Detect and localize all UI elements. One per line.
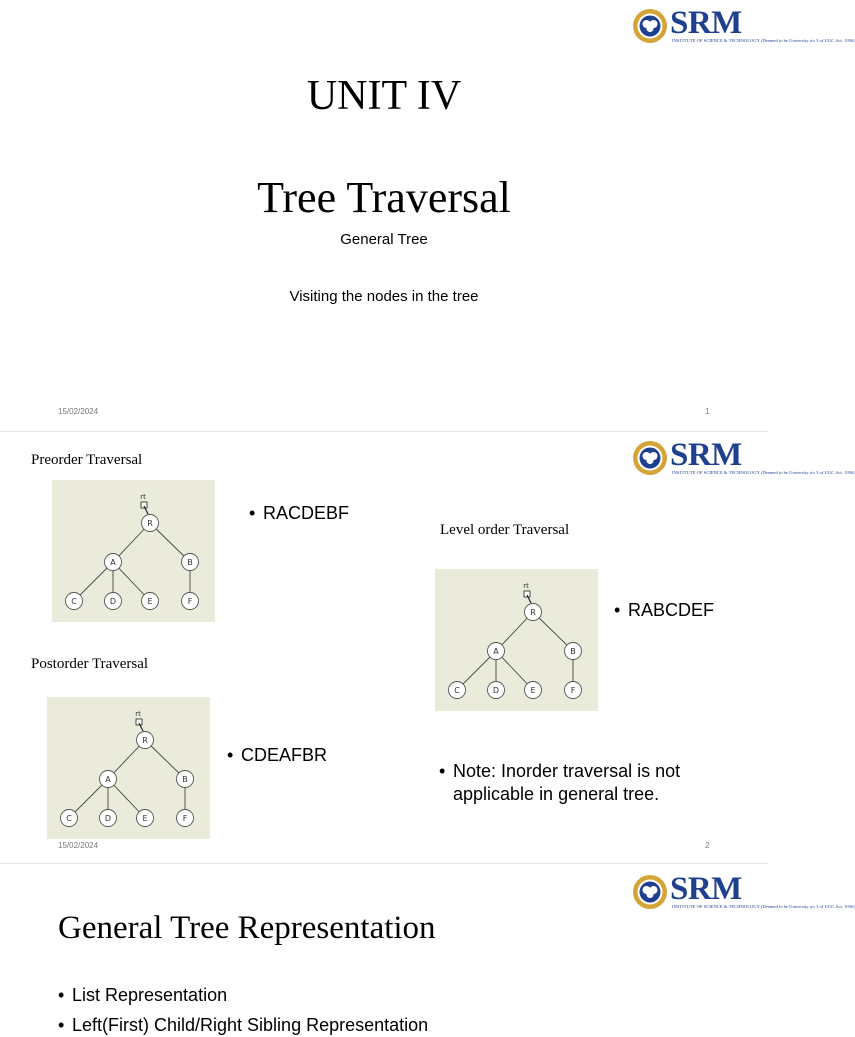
- note: • Note: Inorder traversal is not applicable in general tree.: [439, 761, 681, 804]
- tree-svg: [52, 480, 215, 622]
- srm-logo: [632, 437, 855, 478]
- tree-node-label: D: [104, 814, 112, 823]
- srm-emblem-icon: [632, 874, 668, 910]
- tree-node-label: C: [66, 814, 72, 823]
- tree-node-label: F: [182, 814, 188, 823]
- postorder-label: Postorder Traversal: [31, 656, 149, 672]
- slide-2: [0, 432, 855, 864]
- srm-logo: [632, 5, 855, 46]
- slide-3: [0, 864, 855, 1035]
- tree-node-label: E: [147, 597, 153, 606]
- root-pointer-label: rt: [135, 710, 141, 718]
- description: Visiting the nodes in the tree: [289, 288, 479, 305]
- tree-node-label: C: [454, 686, 460, 695]
- tree-node-label: F: [187, 597, 193, 606]
- tree-node-label: D: [109, 597, 117, 606]
- unit-title: UNIT IV: [306, 73, 462, 119]
- logo-text: SRM: [670, 437, 742, 473]
- postorder-result-text: CDEAFBR: [241, 745, 328, 765]
- tree-svg: [435, 569, 598, 711]
- bullet-list-representation: • List Representation: [58, 985, 228, 1005]
- logo-subtitle: INSTITUTE OF SCIENCE & TECHNOLOGY (Deemed to be University u/s 3 of UGC Act, 1956): [672, 904, 855, 909]
- note-line-1: Note: Inorder traversal is not: [453, 761, 681, 781]
- bullet-lcrs-representation: • Left(First) Child/Right Sibling Representation: [58, 1015, 429, 1035]
- footer-date: 15/02/2024: [58, 407, 99, 416]
- srm-emblem-icon: [632, 440, 668, 476]
- tree-node-label: D: [492, 686, 500, 695]
- logo-subtitle: INSTITUTE OF SCIENCE & TECHNOLOGY (Deemed to be University u/s 3 of UGC Act, 1956): [672, 38, 855, 43]
- preorder-label: Preorder Traversal: [31, 452, 143, 468]
- tree-node-label: E: [530, 686, 536, 695]
- logo-subtitle: INSTITUTE OF SCIENCE & TECHNOLOGY (Deemed to be University u/s 3 of UGC Act, 1956): [672, 470, 855, 475]
- preorder-tree-diagram: [52, 480, 215, 622]
- root-pointer-label: rt: [523, 582, 529, 590]
- levelorder-label: Level order Traversal: [440, 522, 570, 538]
- subtitle: General Tree: [340, 231, 428, 248]
- bullet-1-text: List Representation: [72, 985, 228, 1005]
- tree-node-label: B: [187, 558, 193, 567]
- levelorder-result: • RABCDEF: [614, 600, 715, 620]
- logo-text: SRM: [670, 871, 742, 907]
- tree-node-label: A: [493, 647, 499, 656]
- tree-node-label: A: [105, 775, 111, 784]
- tree-node-label: B: [570, 647, 576, 656]
- root-pointer-label: rt: [140, 493, 146, 501]
- page-number: 2: [705, 841, 710, 850]
- tree-node-label: E: [142, 814, 148, 823]
- tree-node-label: B: [182, 775, 188, 784]
- tree-node-label: R: [142, 736, 148, 745]
- tree-node-label: R: [147, 519, 153, 528]
- section-title: General Tree Representation: [58, 910, 436, 946]
- levelorder-result-text: RABCDEF: [628, 600, 715, 620]
- postorder-result: • CDEAFBR: [227, 745, 328, 765]
- tree-svg: [47, 697, 210, 839]
- page-number: 1: [705, 407, 710, 416]
- levelorder-tree-diagram: [435, 569, 598, 711]
- postorder-tree-diagram: [47, 697, 210, 839]
- note-line-2: applicable in general tree.: [453, 784, 660, 804]
- preorder-result-text: RACDEBF: [263, 503, 350, 523]
- srm-emblem-icon: [632, 8, 668, 44]
- slide-1: [0, 0, 855, 432]
- page-title: Tree Traversal: [257, 173, 511, 222]
- footer-date: 15/02/2024: [58, 841, 99, 850]
- bullet-2-text: Left(First) Child/Right Sibling Representation: [72, 1015, 429, 1035]
- logo-text: SRM: [670, 5, 742, 41]
- tree-node-label: R: [530, 608, 536, 617]
- tree-node-label: A: [110, 558, 116, 567]
- tree-node-label: F: [570, 686, 576, 695]
- preorder-result: • RACDEBF: [249, 503, 350, 523]
- tree-node-label: C: [71, 597, 77, 606]
- srm-logo: [632, 871, 855, 912]
